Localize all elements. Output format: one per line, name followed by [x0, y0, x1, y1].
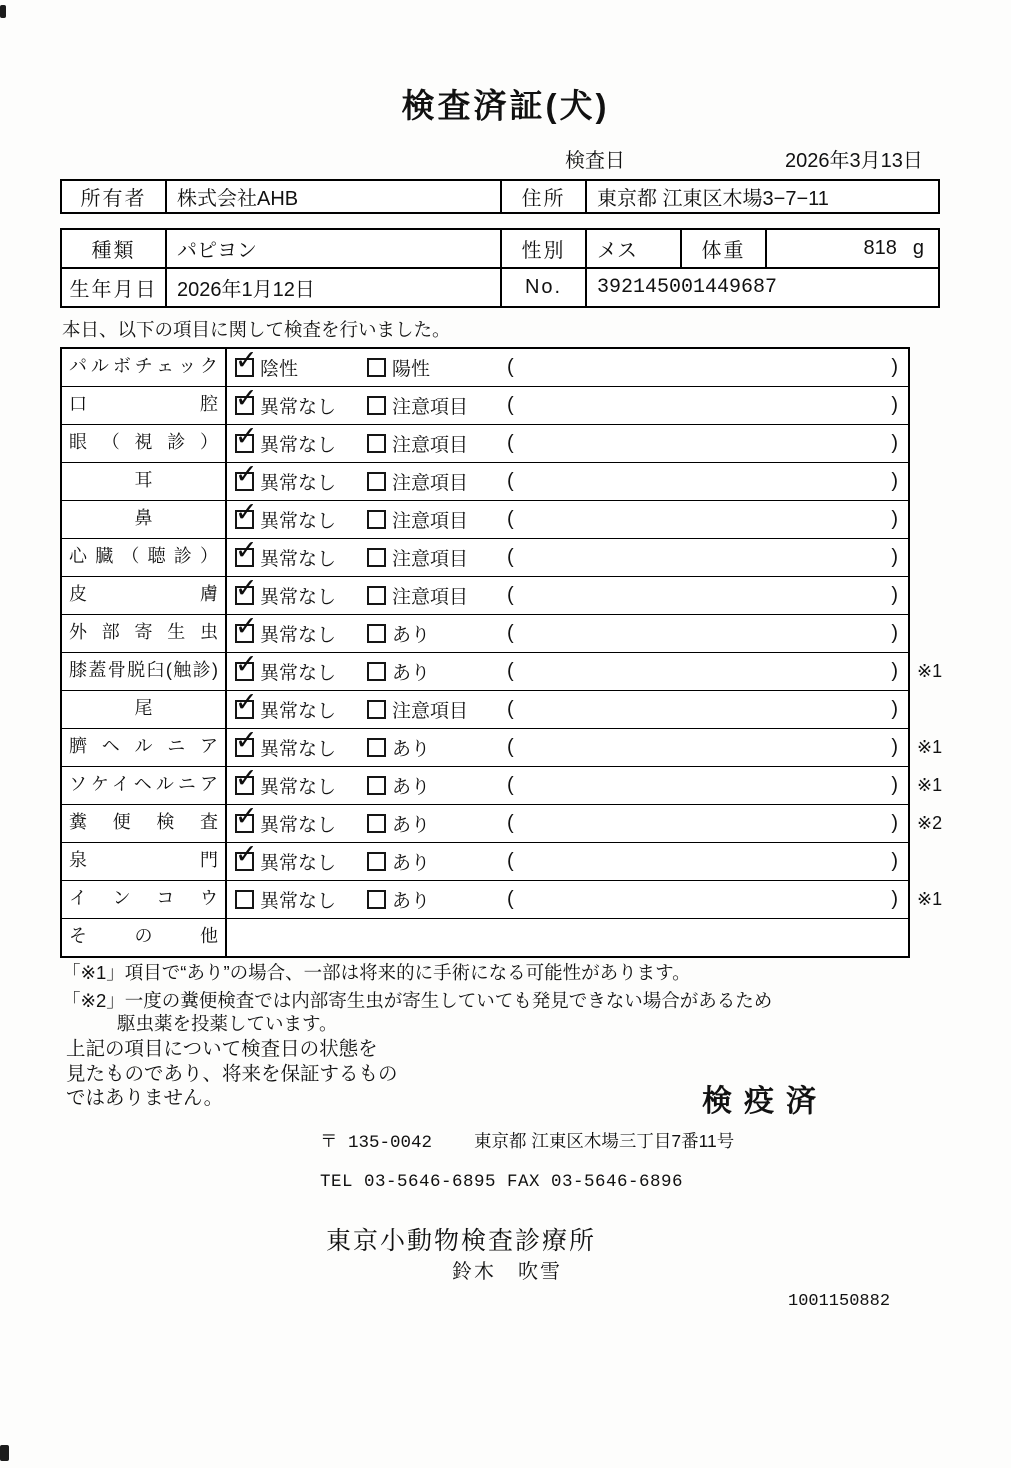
birthdate-label: 生年月日 [62, 269, 167, 306]
address-value: 東京都 江東区木場3−7−11 [597, 188, 829, 210]
item-label: 眼（視診） [62, 425, 227, 462]
paren-close: ) [891, 698, 898, 720]
breed-value: パピヨン [167, 230, 502, 267]
remarks-field [497, 767, 908, 804]
checkbox-icon [367, 548, 386, 567]
option-normal [227, 843, 367, 880]
item-label: 口腔 [62, 387, 227, 424]
page-title: 検査済証(犬) [401, 87, 610, 124]
checkbox-icon [367, 624, 386, 643]
remarks-field [497, 349, 908, 386]
checkbox-icon [367, 738, 386, 757]
scan-artifact [0, 5, 6, 18]
clinic-tel-fax: TEL 03-5646-6895 FAX 03-5646-6896 [320, 1172, 684, 1192]
option-label: あり [392, 739, 431, 760]
paren-open: ( [507, 394, 514, 416]
paren-close: ) [891, 812, 898, 834]
option-label: 異常なし [260, 549, 337, 570]
option-negative [227, 349, 367, 386]
inspection-date-label: 検査日 [565, 150, 625, 172]
item-label: 皮膚 [62, 577, 227, 614]
option-label: 陰性 [260, 359, 299, 380]
option-normal [227, 805, 367, 842]
option-label: 異常なし [260, 701, 337, 722]
paren-close: ) [891, 470, 898, 492]
checkbox-icon [235, 624, 254, 643]
remarks-field [497, 463, 908, 500]
option-present [367, 729, 497, 766]
paren-open: ( [507, 736, 514, 758]
checklist-row-fecal-exam [62, 805, 943, 843]
option-label: あり [392, 891, 431, 912]
birthdate-value: 2026年1月12日 [167, 269, 502, 306]
checklist-row-eyes [62, 425, 908, 463]
checklist-row-ears [62, 463, 908, 501]
option-caution [367, 463, 497, 500]
option-label: あり [392, 777, 431, 798]
paren-close: ) [891, 622, 898, 644]
clinic-address: 東京都 江東区木場三丁目7番11号 [474, 1131, 735, 1151]
checkbox-icon [367, 662, 386, 681]
paren-close: ) [891, 660, 898, 682]
paren-open: ( [507, 850, 514, 872]
checkbox-icon [367, 396, 386, 415]
remarks-field [497, 881, 908, 918]
remarks-field [497, 843, 908, 880]
footnote-ref: ※1 [917, 775, 943, 795]
option-label: 異常なし [260, 511, 337, 532]
checklist-row-other [62, 919, 908, 956]
option-label: 注意項目 [392, 587, 469, 608]
paren-open: ( [507, 508, 514, 530]
id-number-value: 392145001449687 [597, 276, 778, 299]
option-label: 異常なし [260, 739, 337, 760]
paren-open: ( [507, 660, 514, 682]
option-present [367, 881, 497, 918]
paren-close: ) [891, 774, 898, 796]
checkbox-icon [235, 472, 254, 491]
pet-row-2 [62, 269, 938, 306]
option-normal [227, 881, 367, 918]
checklist-row-inguinal-hernia [62, 767, 943, 805]
paren-open: ( [507, 470, 514, 492]
checkbox-icon [235, 662, 254, 681]
checkbox-icon [235, 586, 254, 605]
disclaimer-line-3: ではありません。 [66, 1087, 224, 1109]
paren-open: ( [507, 356, 514, 378]
remarks-field [497, 729, 908, 766]
checkbox-icon [235, 510, 254, 529]
remarks-field [497, 805, 908, 842]
paren-close: ) [891, 546, 898, 568]
item-label: インコウ [62, 881, 227, 918]
item-label: 心臓（聴診） [62, 539, 227, 576]
checklist-row-umbilical-hernia [62, 729, 943, 767]
item-label: 糞便検査 [62, 805, 227, 842]
checkbox-icon [367, 700, 386, 719]
option-caution [367, 501, 497, 538]
owner-label: 所有者 [62, 181, 167, 212]
option-normal [227, 653, 367, 690]
checkbox-icon [235, 700, 254, 719]
footnote-1: 「※1」項目で“あり”の場合、一部は将来的に手術になる可能性があります。 [62, 962, 691, 983]
option-label: 異常なし [260, 473, 337, 494]
inspection-date-value: 2026年3月13日 [785, 150, 923, 172]
remarks-field [497, 653, 908, 690]
id-number-label: No. [502, 269, 587, 306]
option-positive [367, 349, 497, 386]
checklist-row-external-parasites [62, 615, 908, 653]
option-label: 異常なし [260, 663, 337, 684]
checkbox-icon [235, 890, 254, 909]
sex-value: メス [587, 230, 682, 267]
address-label: 住所 [502, 181, 587, 212]
option-label: 異常なし [260, 853, 337, 874]
checkbox-icon [367, 852, 386, 871]
option-present [367, 653, 497, 690]
sex-label: 性別 [502, 230, 587, 267]
pet-table [60, 228, 940, 308]
item-label: 膝蓋骨脱臼(触診) [62, 653, 227, 690]
scan-artifact [0, 1445, 9, 1461]
paren-open: ( [507, 888, 514, 910]
option-caution [367, 425, 497, 462]
option-label: 陽性 [392, 359, 431, 380]
option-label: 注意項目 [392, 549, 469, 570]
option-normal [227, 501, 367, 538]
disclaimer-text [66, 1037, 398, 1111]
item-label: その他 [62, 919, 227, 956]
paren-close: ) [891, 356, 898, 378]
clinic-name: 東京小動物検査診療所 [326, 1227, 597, 1255]
quarantine-passed-stamp: 検疫済 [702, 1085, 828, 1118]
option-label: 異常なし [260, 587, 337, 608]
checklist-row-mouth [62, 387, 908, 425]
item-label: 外部寄生虫 [62, 615, 227, 652]
checkbox-icon [235, 852, 254, 871]
paren-open: ( [507, 774, 514, 796]
checklist-row-patella [62, 653, 943, 691]
remarks-field [497, 425, 908, 462]
weight-value: 818 [863, 237, 897, 259]
checklist-row-heart [62, 539, 908, 577]
remarks-field [497, 691, 908, 728]
clinic-address-row [320, 1128, 734, 1153]
owner-row [62, 181, 938, 212]
paren-close: ) [891, 508, 898, 530]
option-normal [227, 691, 367, 728]
checkbox-icon [235, 396, 254, 415]
option-caution [367, 539, 497, 576]
disclaimer-line-1: 上記の項目について検査日の状態を [66, 1038, 378, 1060]
disclaimer-line-2: 見たものであり、将来を保証するもの [66, 1062, 398, 1085]
checklist-row-parvo [62, 349, 908, 387]
footnote-2: 「※2」一度の糞便検査では内部寄生虫が寄生していても発見できない場合があるため [62, 990, 773, 1011]
paren-open: ( [507, 812, 514, 834]
checkbox-icon [367, 586, 386, 605]
checkbox-icon [367, 358, 386, 377]
checkbox-icon [235, 358, 254, 377]
paren-open: ( [507, 584, 514, 606]
option-label: あり [392, 853, 431, 874]
checkbox-icon [367, 472, 386, 491]
item-label: パルボチェック [62, 349, 227, 386]
checkbox-icon [235, 738, 254, 757]
checkbox-icon [235, 434, 254, 453]
checkbox-icon [235, 548, 254, 567]
option-label: 注意項目 [392, 435, 469, 456]
option-label: 注意項目 [392, 701, 469, 722]
checkbox-icon [367, 890, 386, 909]
item-label: 泉門 [62, 843, 227, 880]
option-normal [227, 387, 367, 424]
owner-table [60, 179, 940, 214]
examiner-name: 鈴木 吹雪 [452, 1261, 562, 1283]
checkbox-icon [367, 776, 386, 795]
item-label: 尾 [62, 691, 227, 728]
footnote-ref: ※1 [917, 889, 943, 909]
paren-close: ) [891, 584, 898, 606]
remarks-field-empty [227, 919, 908, 956]
option-present [367, 767, 497, 804]
footnote-ref: ※2 [917, 813, 943, 833]
option-label: 異常なし [260, 625, 337, 646]
checkbox-icon [235, 814, 254, 833]
paren-open: ( [507, 432, 514, 454]
item-label: 耳 [62, 463, 227, 500]
weight-label: 体重 [682, 230, 767, 267]
option-normal [227, 729, 367, 766]
option-normal [227, 767, 367, 804]
paren-close: ) [891, 736, 898, 758]
footnote-ref: ※1 [917, 661, 943, 681]
checklist-row-fontanelle [62, 843, 908, 881]
breed-label: 種類 [62, 230, 167, 267]
option-label: 異常なし [260, 815, 337, 836]
checklist-row-tail [62, 691, 908, 729]
option-normal [227, 615, 367, 652]
option-caution [367, 387, 497, 424]
footnote-ref: ※1 [917, 737, 943, 757]
option-present [367, 615, 497, 652]
paren-close: ) [891, 888, 898, 910]
option-normal [227, 463, 367, 500]
option-label: 異常なし [260, 435, 337, 456]
weight-unit: g [912, 237, 924, 259]
option-present [367, 805, 497, 842]
option-normal [227, 539, 367, 576]
option-label: あり [392, 663, 431, 684]
option-label: 異常なし [260, 397, 337, 418]
checklist-table [60, 347, 943, 958]
checklist-row-inkou [62, 881, 943, 919]
paren-close: ) [891, 394, 898, 416]
remarks-field [497, 615, 908, 652]
option-normal [227, 425, 367, 462]
option-caution [367, 577, 497, 614]
paren-close: ) [891, 850, 898, 872]
checkbox-icon [367, 434, 386, 453]
weight-value-cell [767, 230, 938, 267]
remarks-field [497, 539, 908, 576]
option-normal [227, 577, 367, 614]
option-label: 異常なし [260, 891, 337, 912]
option-caution [367, 691, 497, 728]
option-label: あり [392, 815, 431, 836]
remarks-field [497, 577, 908, 614]
option-label: 注意項目 [392, 473, 469, 494]
paren-open: ( [507, 546, 514, 568]
option-label: 異常なし [260, 777, 337, 798]
option-label: 注意項目 [392, 397, 469, 418]
paren-open: ( [507, 622, 514, 644]
item-label: 臍ヘルニア [62, 729, 227, 766]
checklist-intro-text: 本日、以下の項目に関して検査を行いました。 [62, 319, 451, 340]
owner-value: 株式会社AHB [167, 181, 502, 212]
checkbox-icon [235, 776, 254, 795]
remarks-field [497, 387, 908, 424]
paren-close: ) [891, 432, 898, 454]
pet-row-1 [62, 230, 938, 269]
footnote-2-continued: 駆虫薬を投薬しています。 [117, 1013, 338, 1034]
postal-code: 〒 135-0042 [320, 1133, 433, 1153]
checkbox-icon [367, 814, 386, 833]
option-label: 注意項目 [392, 511, 469, 532]
checkbox-icon [367, 510, 386, 529]
item-label: 鼻 [62, 501, 227, 538]
checklist-row-skin [62, 577, 908, 615]
option-present [367, 843, 497, 880]
document-serial-number: 1001150882 [788, 1292, 891, 1311]
paren-open: ( [507, 698, 514, 720]
item-label: ソケイヘルニア [62, 767, 227, 804]
option-label: あり [392, 625, 431, 646]
checklist-row-nose [62, 501, 908, 539]
remarks-field [497, 501, 908, 538]
